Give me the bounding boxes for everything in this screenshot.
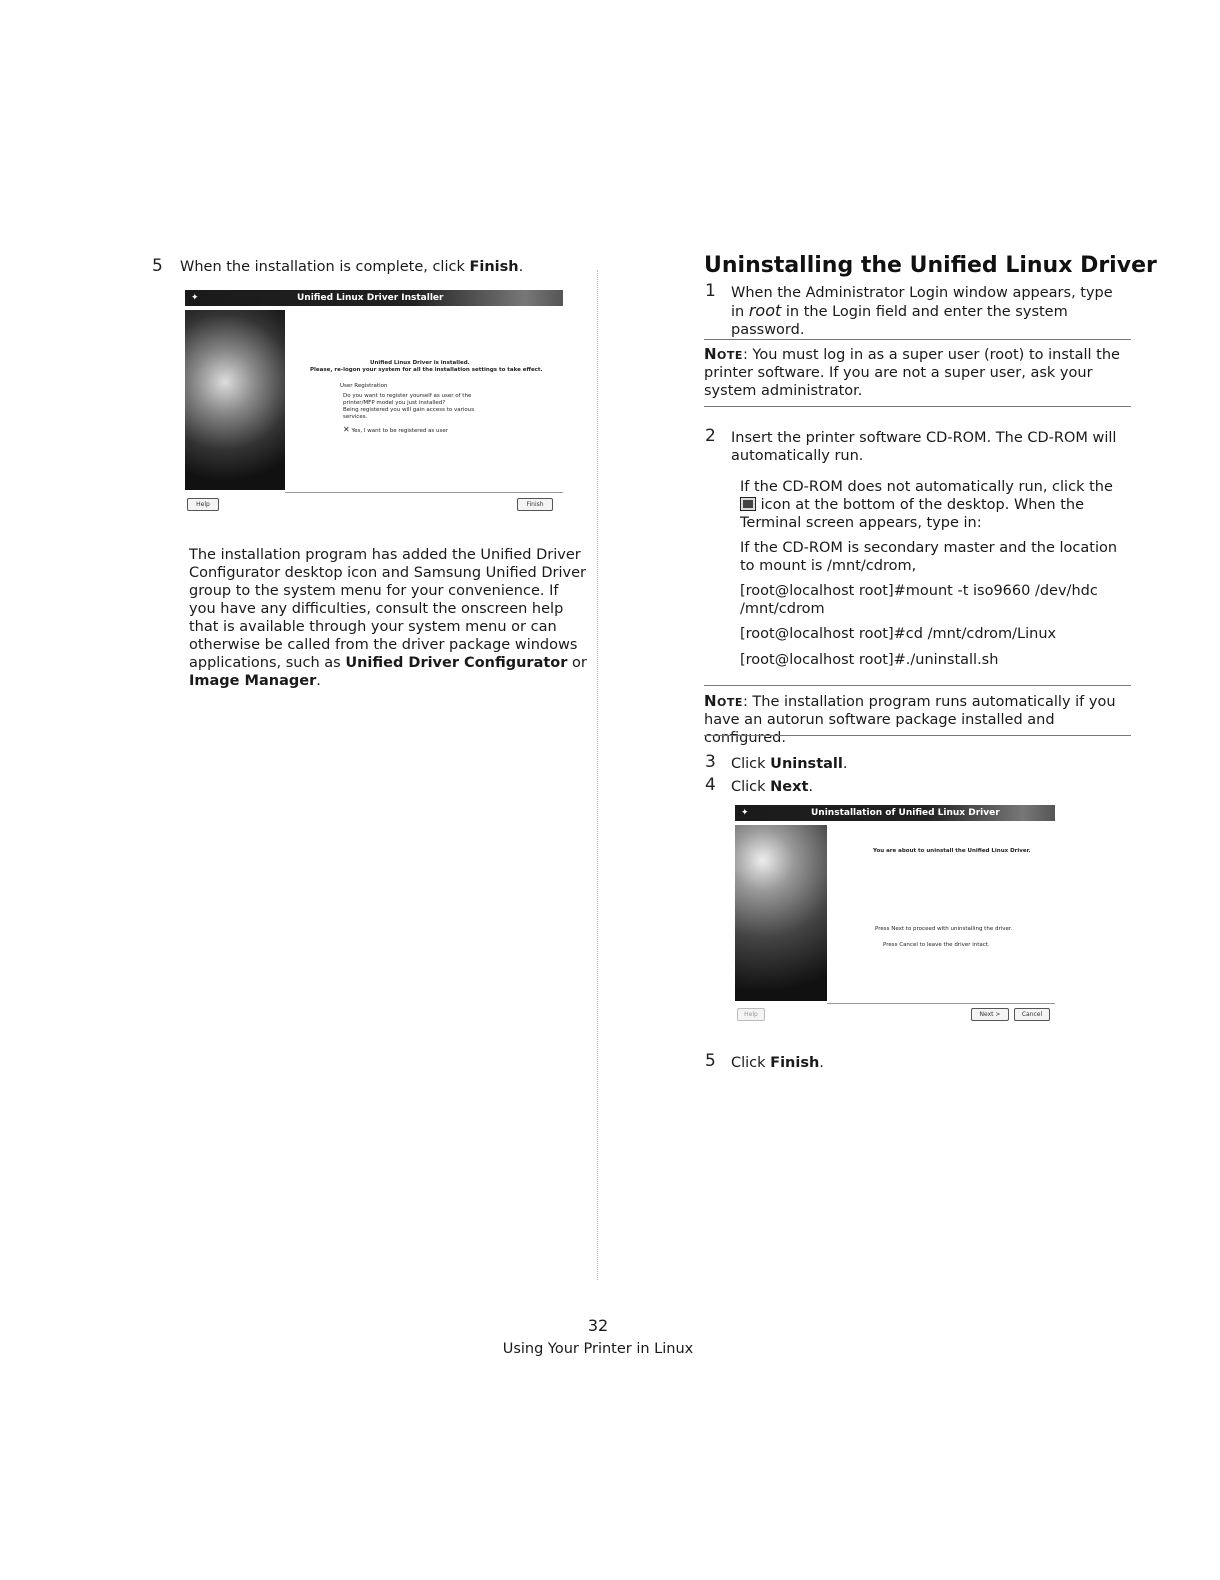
step-text: Click Next. [731,779,814,795]
installed-message: Unified Linux Driver is installed. [370,360,470,366]
uninstall-screenshot [735,805,1055,1023]
step-text: Click Finish. [731,1055,824,1071]
installer-side-image [185,310,285,490]
indent-paragraph: If the CD-ROM is secondary master and the location to mount is /mnt/cdrom, [740,540,1118,574]
registration-line: Do you want to register yourself as user of the [343,393,472,399]
footer-section-title: Using Your Printer in Linux [502,1341,694,1357]
command-line: [root@localhost root]#./uninstall.sh [740,652,999,668]
note-rule [704,406,1131,407]
help-button[interactable]: Help [737,1008,765,1021]
installer-titlebar [185,290,563,306]
note-label: Note [704,692,743,710]
installation-paragraph: The installation program has added the Unified Driver Configurator desktop icon and Samsung Unified Driver group to the system menu for your convenience. If you have any difficulties, consult the onscreen help that is available through your system menu or can otherwise be called from the driver package windows applications, such as Unified Driver Configurator or Image Manager. [189,547,587,689]
step-text: When the installation is complete, click Finish. [180,259,524,275]
relogon-message: Please, re-logon your system for all the installation settings to take effect. [310,367,543,373]
registration-line: printer/MFP model you just installed? [343,400,446,406]
registration-line: Being registered you will gain access to various [343,407,475,413]
finish-button[interactable]: Finish [517,498,553,511]
step-number: 5 [152,256,163,276]
registration-title: User Registration [340,383,388,389]
register-checkbox[interactable]: ✕ Yes, I want to be registered as user [343,425,449,434]
note-box: Note: The installation program runs automatically if you have an autorun software package installed and configured. [704,692,1116,746]
next-instruction: Press Next to proceed with uninstalling the driver. [875,926,1013,932]
step-text: Click Uninstall. [731,756,848,772]
section-heading: Uninstalling the Unified Linux Driver [704,253,1157,278]
step-number: 4 [705,775,716,795]
uninstall-side-image [735,825,827,1001]
terminal-icon[interactable] [740,497,756,511]
help-button[interactable]: Help [187,498,219,511]
installer-title: Unified Linux Driver Installer [297,293,444,303]
cancel-instruction: Press Cancel to leave the driver intact. [883,942,990,948]
page-number: 32 [587,1316,609,1335]
window-menu-icon: ✦ [191,293,199,303]
checkbox-check-icon: ✕ [343,425,350,434]
step-number: 3 [705,752,716,772]
installer-screenshot [185,290,563,512]
command-line: [root@localhost root]#cd /mnt/cdrom/Linux [740,626,1057,642]
step-number: 2 [705,426,716,446]
note-rule [704,685,1131,686]
column-divider [597,270,598,1280]
step-text: When the Administrator Login window appears, type in root in the Login field and enter the system password. [731,285,1113,338]
step-number: 1 [705,281,716,301]
note-rule [704,339,1131,340]
cancel-button[interactable]: Cancel [1014,1008,1050,1021]
uninstall-titlebar [735,805,1055,821]
separator [285,492,563,493]
note-label: Note [704,345,743,363]
note-rule [704,735,1131,736]
step-number: 5 [705,1051,716,1071]
step-text: Insert the printer software CD-ROM. The CD-ROM will automatically run. [731,430,1117,464]
window-menu-icon: ✦ [741,808,749,818]
indent-paragraph: If the CD-ROM does not automatically run, click the icon at the bottom of the desktop. When the Terminal screen appears, type in: [740,479,1113,531]
uninstall-message: You are about to uninstall the Unified Linux Driver. [873,848,1031,854]
registration-line: services. [343,414,368,420]
uninstall-title: Uninstallation of Unified Linux Driver [811,808,1000,818]
command-line: [root@localhost root]#mount -t iso9660 /dev/hdc /mnt/cdrom [740,583,1098,617]
next-button[interactable]: Next > [971,1008,1009,1021]
separator [827,1003,1055,1004]
note-box: Note: You must log in as a super user (root) to install the printer software. If you are not a super user, ask your system administrator. [704,345,1120,399]
